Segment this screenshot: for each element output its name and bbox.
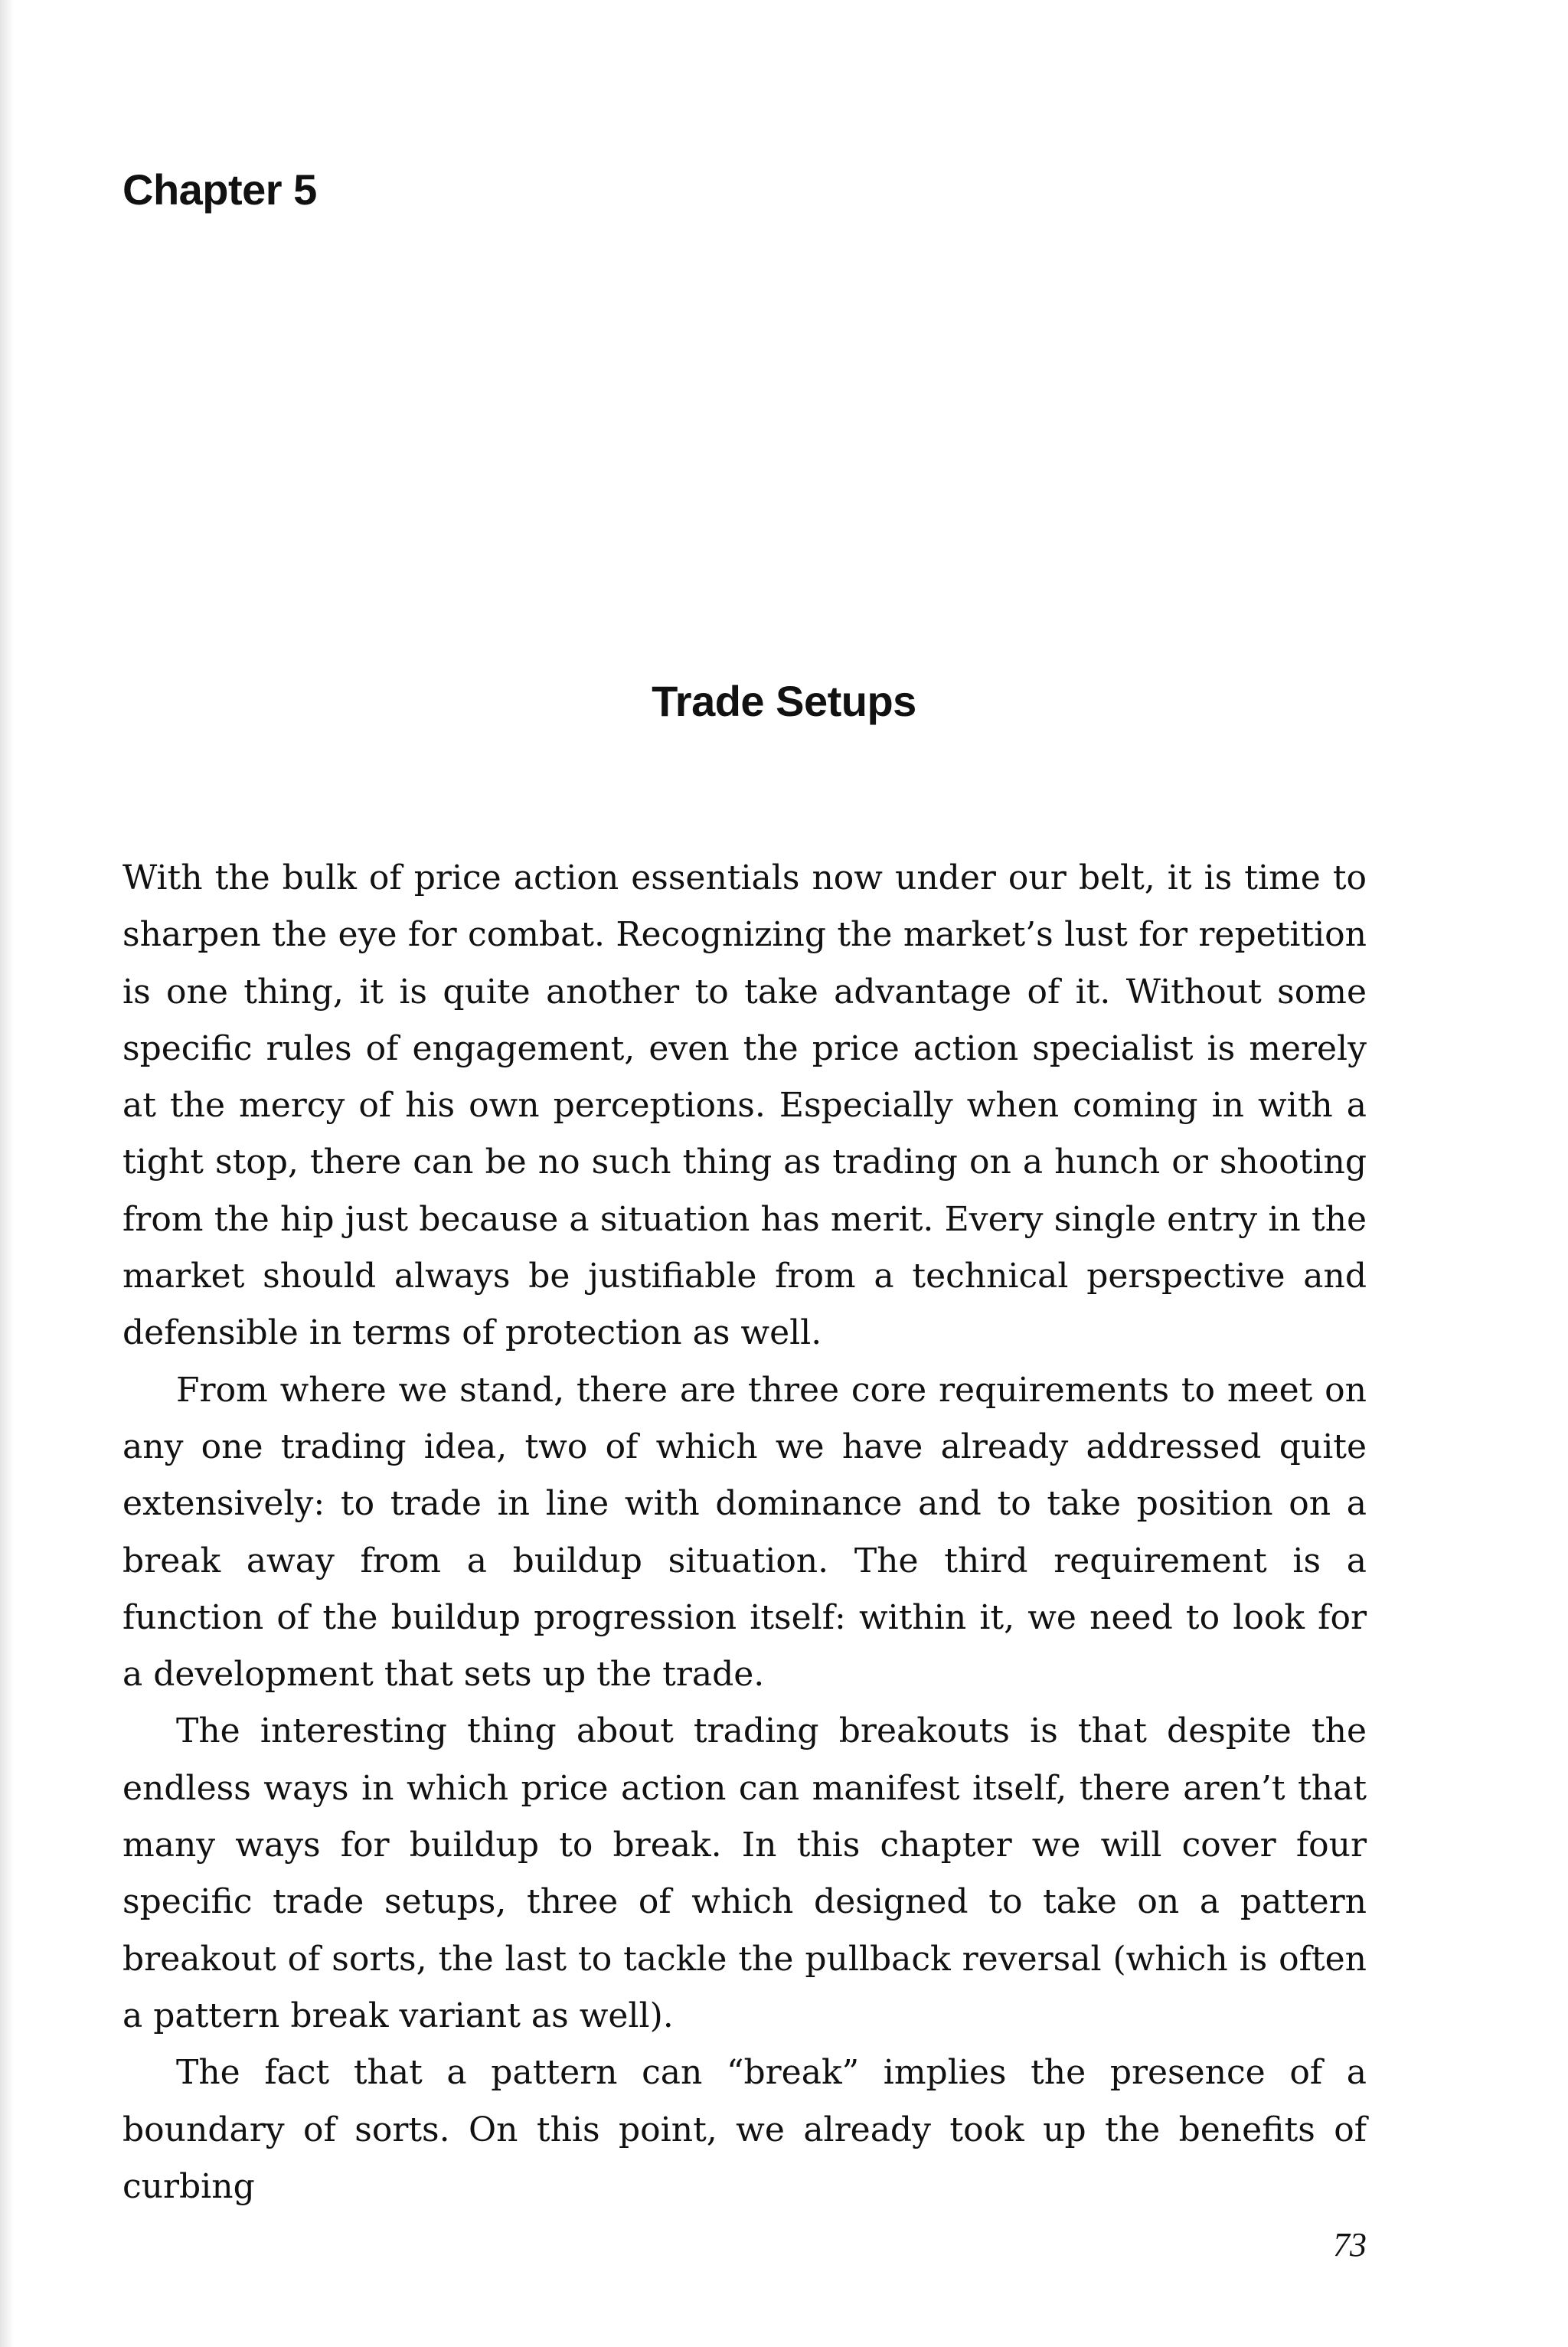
chapter-title: Trade Setups	[652, 677, 916, 725]
paragraph-4: The fact that a pattern can “break” implies the presence of a boundary of sorts. On this point, we already took up the benefits of curbing	[122, 2053, 1367, 2206]
paragraph-1: With the bulk of price action essentials now under our belt, it is time to sharpen the eye for combat. Recognizing the market’s lust for repetition is one thing, it is quite another to take advantage of it. Without some specific rules of engagement, even the price action specialist is merely at the mercy of his own perceptions. Especially when coming in with a tight stop, there can be no such thing as trading on a hunch or shooting from the hip just because a situation has merit. Every single entry in the market should always be justifiable from a technical perspective and defensible in terms of protection as well.	[122, 858, 1367, 1353]
paragraph-2: From where we stand, there are three core requirements to meet on any one trading idea, two of which we have already addressed quite extensively: to trade in line with dominance and to take position on a break away from a buildup situation. The third requirement is a function of the buildup progression itself: within it, we need to look for a development that sets up the trade.	[122, 1370, 1367, 1695]
chapter-label: Chapter 5	[122, 165, 317, 214]
paragraph-3: The interesting thing about trading breakouts is that despite the endless ways in which price action can manifest itself, there aren’t that many ways for buildup to break. In this chapter we will cover four specific trade setups, three of which designed to take on a pattern breakout of sorts, the last to tackle the pullback reversal (which is often a pattern break variant as well).	[122, 1711, 1367, 2035]
body-text	[122, 850, 1367, 2215]
page-number: 73	[1333, 2226, 1367, 2264]
page-edge-shadow	[0, 0, 14, 2347]
